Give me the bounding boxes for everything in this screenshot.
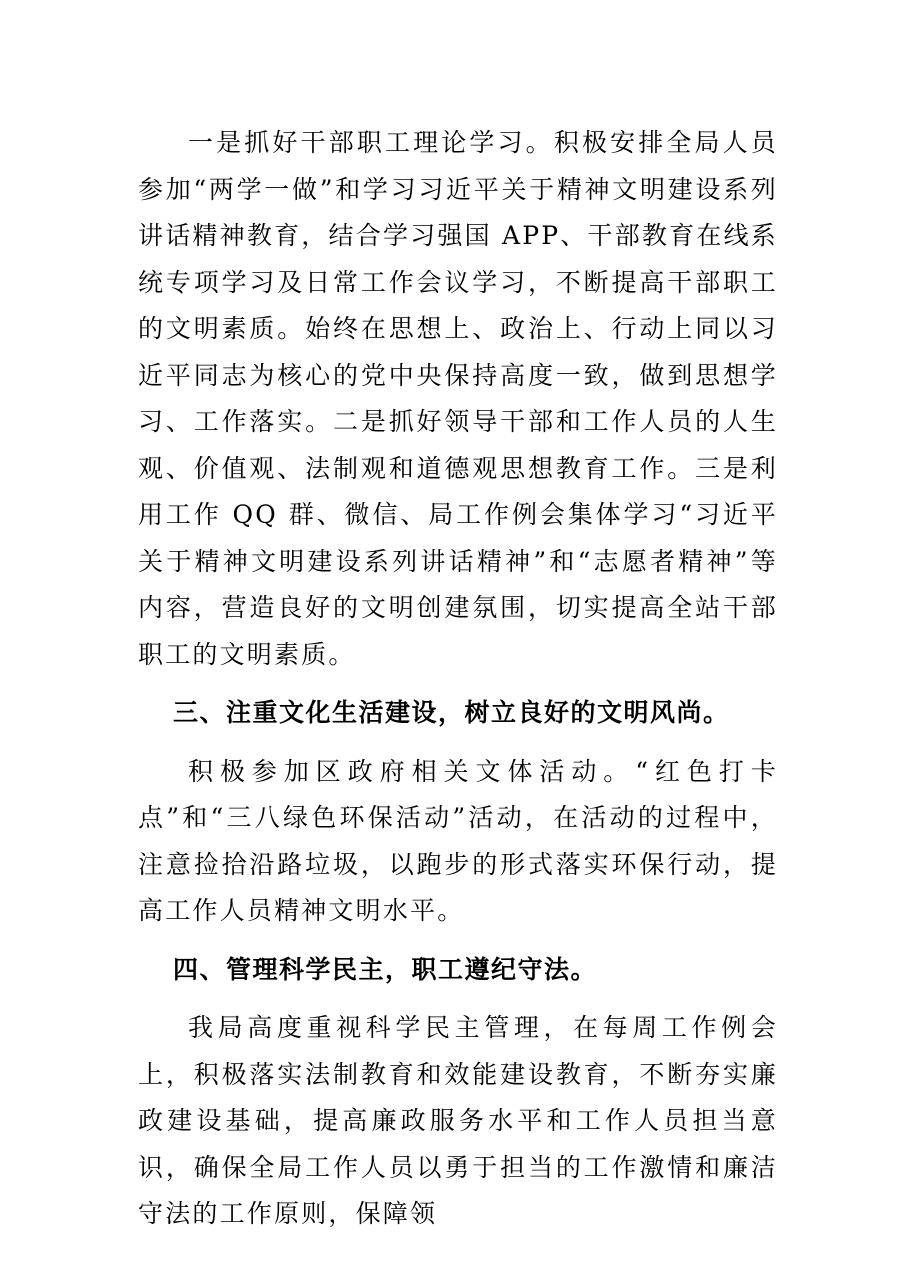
section-heading-management: 四、管理科学民主，职工遵纪守法。 [173,954,598,984]
paragraph-gap [138,678,778,690]
paragraph-gap [138,737,778,749]
paragraph-theory-study: 一是抓好干部职工理论学习。积极安排全局人员参加“两学一做”和学习习近平关于精神文明建设系列讲话精神教育，结合学习强国 APP、干部教育在线系统专项学习及日常工作会议学习，不断提高干部职工的文明素质。始终在思想上、政治上、行动上同以习近平同志为核心的党中央保持高度一致，做到思想学习、工作落实。二是抓好领导干部和工作人员的人生观、价值观、法制观和道德观思想教育工作。三是利用工作 QQ 群、微信、局工作例会集体学习“习近平关于精神文明建设系列讲话精神”和“志愿者精神”等内容，营造良好的文明创建氛围，切实提高全站干部职工的文明素质。 [138,128,778,669]
document-body [138,120,778,1238]
paragraph-activities: 积极参加区政府相关文体活动。“红色打卡点”和“三八绿色环保活动”活动，在活动的过程中，注意捡拾沿路垃圾，以跑步的形式落实环保行动，提高工作人员精神文明水平。 [138,756,778,925]
section-heading-culture: 三、注重文化生活建设，树立良好的文明风尚。 [173,698,730,727]
paragraph-gap [138,935,778,947]
paragraph-management: 我局高度重视科学民主管理，在每周工作例会上，积极落实法制教育和效能建设教育，不断夯实廉政建设基础，提高廉政服务水平和工作人员担当意识，确保全局工作人员以勇于担当的工作激情和廉洁守法的工作原则，保障领 [138,1013,778,1228]
paragraph-gap [138,993,778,1005]
